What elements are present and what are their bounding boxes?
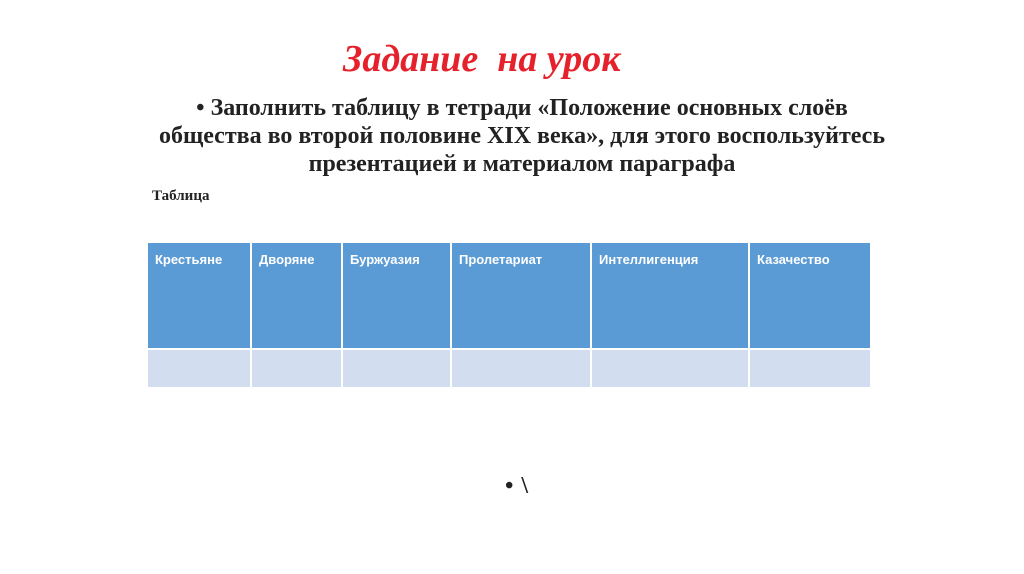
society-strata-table <box>148 243 870 387</box>
bullet-marker: • <box>505 473 514 499</box>
table-cell <box>591 349 749 387</box>
header-cell-intelligentsia: Интеллигенция <box>591 243 749 349</box>
table-cell <box>451 349 591 387</box>
table-cell <box>342 349 451 387</box>
header-cell-nobility: Дворяне <box>251 243 342 349</box>
table-row <box>148 349 870 387</box>
table-caption: Таблица <box>152 188 210 204</box>
table-header-row <box>148 243 870 349</box>
header-cell-cossacks: Казачество <box>749 243 870 349</box>
bullet-marker: • <box>196 95 205 121</box>
table-cell <box>749 349 870 387</box>
note-text: \ <box>521 473 529 499</box>
task-text: Заполнить таблицу в тетради «Положение основных слоёв общества во второй половине XIX века», для этого воспользуйтесь презентацией и материалом параграфа <box>158 95 886 177</box>
header-cell-bourgeoisie: Буржуазия <box>342 243 451 349</box>
task-bullet-item <box>152 94 892 178</box>
slide-title: Задание на урок <box>343 38 621 80</box>
header-cell-proletariat: Пролетариат <box>451 243 591 349</box>
table-cell <box>251 349 342 387</box>
header-cell-peasants: Крестьяне <box>148 243 251 349</box>
note-bullet-item <box>505 472 528 500</box>
table-cell <box>148 349 251 387</box>
